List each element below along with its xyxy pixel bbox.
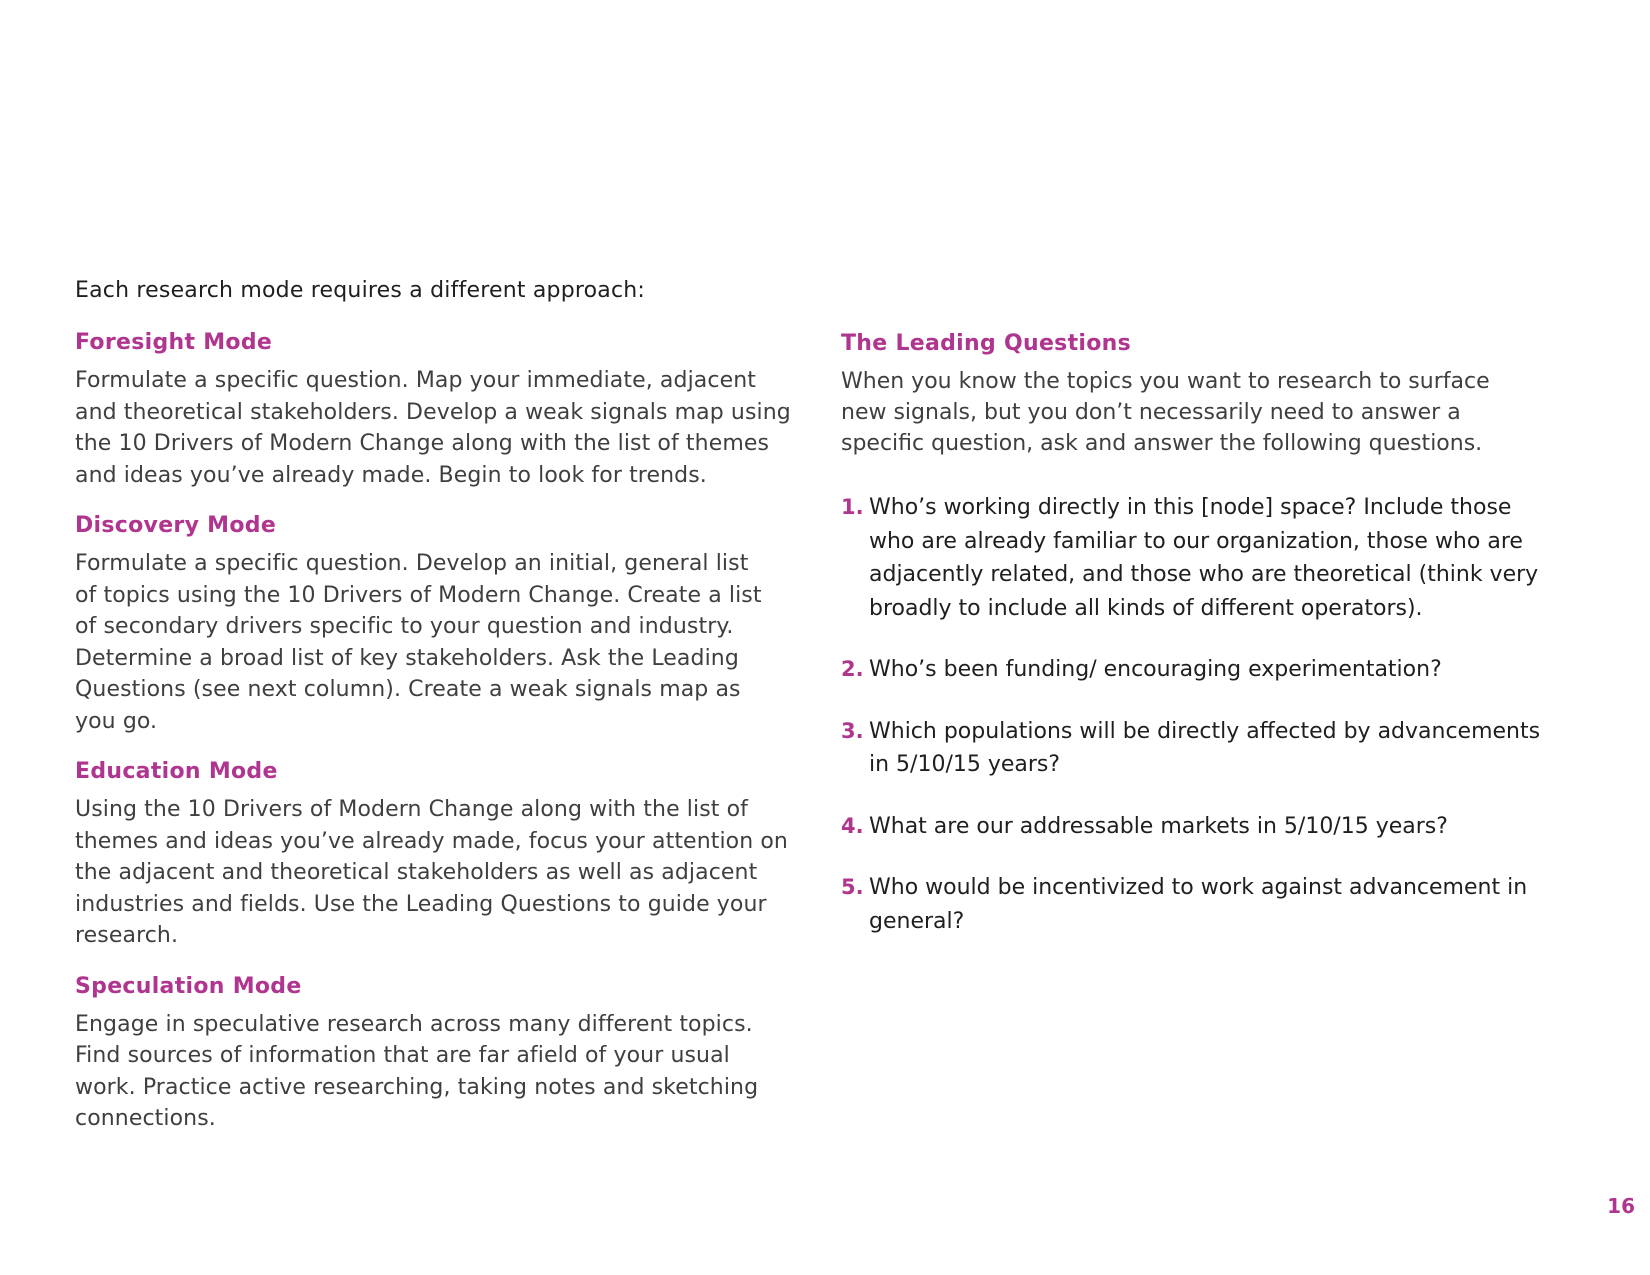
question-text: Who’s working directly in this [node] space? Include those who are already familiar to our organization, those who are adjacently related, and those who are theoretical (think very broadly to include all kinds of different operators). xyxy=(869,495,1539,621)
education-mode-body: Using the 10 Drivers of Modern Change along with the list of themes and ideas you’ve already made, focus your attention on the adjacent and theoretical stakeholders as well as adjacent industries and fields. Use the Leading Questions to guide your research. xyxy=(75,797,788,948)
question-number: 4. xyxy=(841,813,864,838)
discovery-mode-section xyxy=(75,513,795,737)
question-number: 3. xyxy=(841,718,864,743)
discovery-mode-body: Formulate a specific question. Develop an initial, general list of topics using the 10 Drivers of Modern Change. Create a list of secondary drivers specific to your question and industry. Determine a broad list of key stakeholders. Ask the Leading Questions (see next column). Create a weak signals map as you go. xyxy=(75,551,762,734)
question-text: What are our addressable markets in 5/10/15 years? xyxy=(869,813,1448,839)
education-mode-heading: Education Mode xyxy=(75,759,278,784)
question-text: Who would be incentivized to work against advancement in general? xyxy=(869,875,1528,934)
question-number: 2. xyxy=(841,657,864,681)
leading-questions-heading: The Leading Questions xyxy=(841,331,1132,356)
list-item xyxy=(841,653,1556,687)
foresight-mode-section xyxy=(75,330,795,491)
list-item xyxy=(841,871,1556,938)
question-number: 5. xyxy=(841,875,864,899)
foresight-mode-body: Formulate a specific question. Map your immediate, adjacent and theoretical stakeholders. Develop a weak signals map using the 10 Drivers of Modern Change along with the list of themes and ideas you’ve already made. Begin to look for trends. xyxy=(75,368,791,488)
list-item xyxy=(841,491,1556,625)
list-item xyxy=(841,810,1556,844)
question-text: Which populations will be directly affected by advancements in 5/10/15 years? xyxy=(869,718,1541,777)
leading-questions-intro: When you know the topics you want to research to surface new signals, but you don’t necessarily need to answer a specific question, ask and answer the following questions. xyxy=(841,369,1490,456)
speculation-mode-heading: Speculation Mode xyxy=(75,973,302,999)
page-number: 16 xyxy=(1607,1194,1635,1218)
list-item xyxy=(841,715,1556,782)
intro-text: Each research mode requires a different approach: xyxy=(75,278,646,303)
speculation-mode-section xyxy=(75,974,795,1135)
discovery-mode-heading: Discovery Mode xyxy=(75,513,277,538)
leading-questions-column xyxy=(841,331,1556,966)
question-number: 1. xyxy=(841,495,864,519)
education-mode-section xyxy=(75,759,795,952)
question-text: Who’s been funding/ encouraging experimentation? xyxy=(869,657,1442,682)
research-modes-column xyxy=(75,330,795,1157)
speculation-mode-body: Engage in speculative research across many different topics. Find sources of information that are far afield of your usual work. Practice active researching, taking notes and sketching connections. xyxy=(75,1011,759,1131)
foresight-mode-heading: Foresight Mode xyxy=(75,330,273,355)
leading-questions-list xyxy=(841,491,1556,938)
